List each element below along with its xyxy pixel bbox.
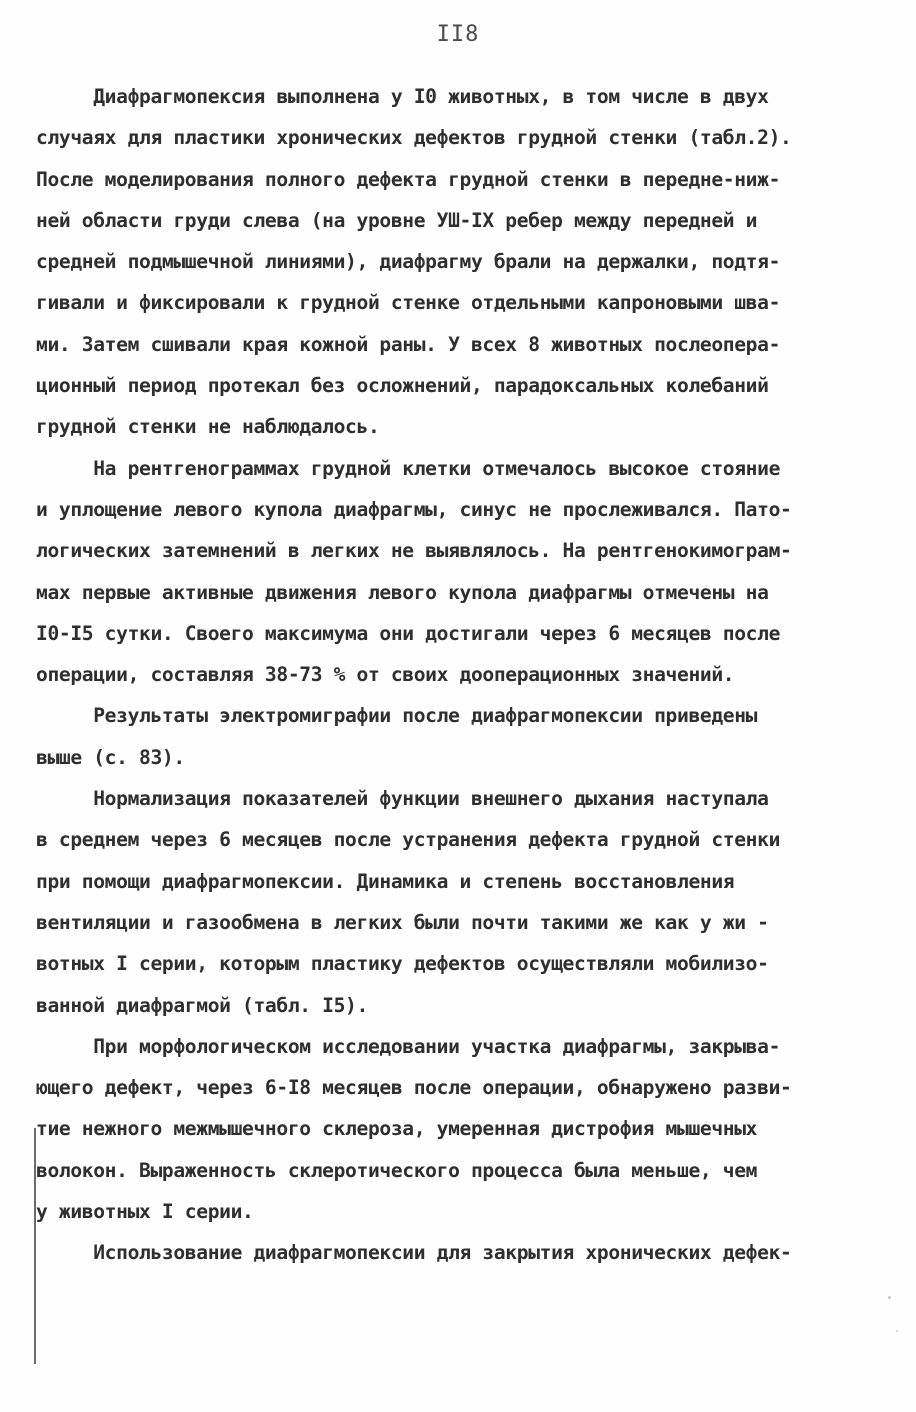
text-line: ющего дефект, через 6-I8 месяцев после операции, обнаружено разви- xyxy=(36,1076,792,1100)
text-line: ней области груди слева (на уровне УШ-IX ребер между передней и xyxy=(36,208,758,232)
text-line: При морфологическом исследовании участка диафрагмы, закрыва- xyxy=(36,1034,781,1058)
text-line: Нормализация показателей функции внешнего дыхания наступала xyxy=(36,787,769,811)
paragraph-chronic-defects xyxy=(36,1232,886,1273)
paragraph-morphology xyxy=(36,1026,886,1232)
text-line: грудной стенки не наблюдалось. xyxy=(36,415,380,439)
text-line: Диафрагмопексия выполнена у I0 животных, в том числе в двух xyxy=(36,85,769,108)
scan-margin-line xyxy=(34,1128,36,1364)
paragraph-radiography xyxy=(36,448,886,696)
page-number: II8 xyxy=(436,22,480,47)
text-line: и уплощение левого купола диафрагмы, синус не прослеживался. Пато- xyxy=(36,497,792,521)
text-line: Использование диафрагмопексии для закрытия хронических дефек- xyxy=(36,1241,792,1265)
document-body xyxy=(36,76,886,1274)
text-line: у животных I серии. xyxy=(36,1200,254,1224)
text-line: I0-I5 сутки. Своего максимума они достигали через 6 месяцев после xyxy=(36,621,781,645)
text-line: логических затемнений в легких не выявлялось. На рентгенокимограм- xyxy=(36,539,792,563)
scan-speck xyxy=(888,1296,891,1299)
text-line: операции, составляя 38-73 % от своих дооперационных значений. xyxy=(36,663,735,687)
scan-speck xyxy=(896,1330,898,1332)
text-line: тие нежного межмышечного склероза, умеренная дистрофия мышечных xyxy=(36,1117,758,1141)
text-line: средней подмышечной линиями), диафрагму брали на держалки, подтя- xyxy=(36,250,781,274)
text-line: ционный период протекал без осложнений, парадоксальных колебаний xyxy=(36,374,769,398)
text-line: После моделирования полного дефекта грудной стенки в передне-ниж- xyxy=(36,167,781,191)
text-line: Результаты электромиграфии после диафрагмопексии приведены xyxy=(36,704,758,728)
text-line: в среднем через 6 месяцев после устранения дефекта грудной стенки xyxy=(36,828,781,852)
paragraph-diaphragmopexy-procedure xyxy=(36,76,886,448)
paragraph-respiratory-function xyxy=(36,778,886,1026)
text-line: волокон. Выраженность склеротического процесса была меньше, чем xyxy=(36,1158,758,1182)
text-line: мах первые активные движения левого купола диафрагмы отмечены на xyxy=(36,580,769,604)
text-line: ванной диафрагмой (табл. I5). xyxy=(36,993,368,1017)
text-line: случаях для пластики хронических дефектов грудной стенки (табл.2). xyxy=(36,126,792,150)
text-line: вотных I серии, которым пластику дефектов осуществляли мобилизо- xyxy=(36,952,769,976)
text-line: вентиляции и газообмена в легких были почти такими же как у жи - xyxy=(36,910,769,934)
text-line: На рентгенограммах грудной клетки отмечалось высокое стояние xyxy=(36,456,781,480)
text-line: гивали и фиксировали к грудной стенке отдельными капроновыми шва- xyxy=(36,291,781,315)
text-line: при помощи диафрагмопексии. Динамика и степень восстановления xyxy=(36,869,735,893)
text-line: ми. Затем сшивали края кожной раны. У всех 8 животных послеопера- xyxy=(36,332,781,356)
paragraph-electromyography xyxy=(36,695,886,778)
text-line: выше (с. 83). xyxy=(36,745,185,769)
